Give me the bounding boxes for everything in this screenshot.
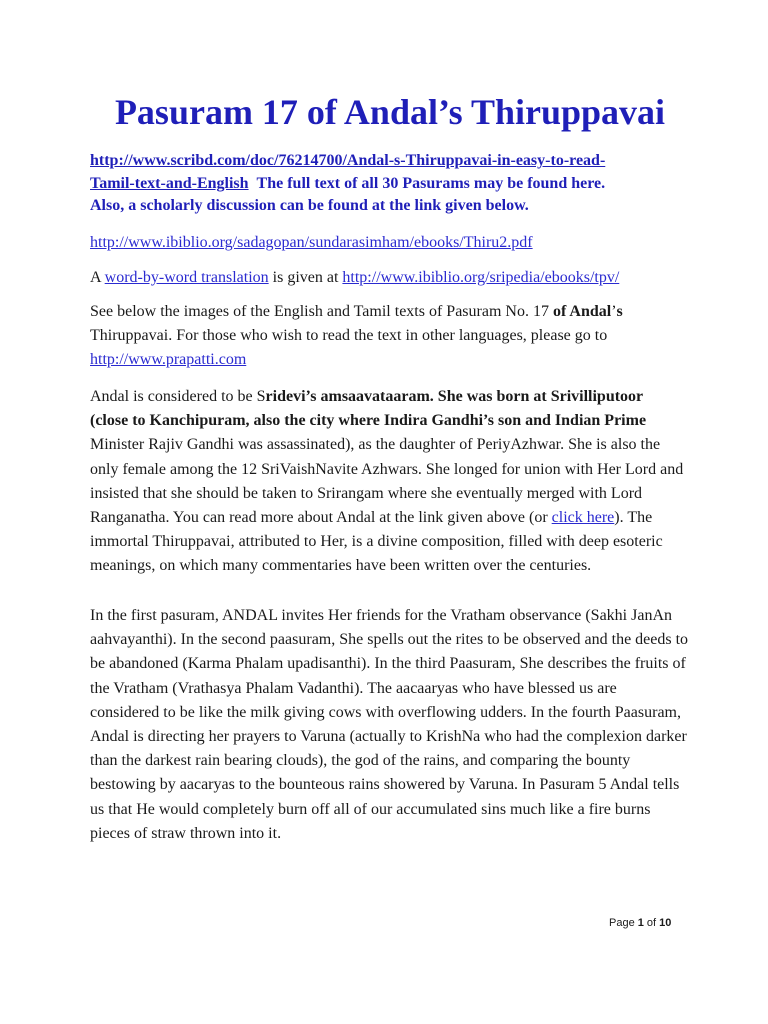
intro-paragraph bbox=[90, 150, 690, 218]
click-here-link[interactable]: click here bbox=[551, 509, 615, 527]
first-pasuram-paragraph: In the first pasuram, ANDAL invites Her friends for the Vratham observance (Sakhi JanAn aahvayanthi). In the second paasuram, She spells out the rites to be observed and the deeds to be abandoned (Karma Phalam upadisanthi). In the third Paasuram, She describes the fruits of the Vratham (Vrathasya Phalam Vadanthi). The aacaaryas who have blessed us are considered to be like the milk giving cows with overflowing udders. In the fourth Paasuram, Andal is directing her prayers to Varuna (actually to KrishNa who had the complexion darker than the darkest rain bearing clouds), the god of the rains, and comparing the bounty bestowing by aacaryas to the bounteous rains showered by Varuna. In Pasuram 5 Andal tells us that He would completely burn off all of our accumulated sins much like a fire burns pieces of straw thrown into it. bbox=[90, 607, 689, 842]
page-number-footer: Page 1 of 10 bbox=[609, 917, 672, 929]
andal-paragraph: Andal is considered to be Sridevi’s amsaavataaram. She was born at Srivilliputoor (close to Kanchipuram, also the city where Indira Gandhi’s son and Indian Prime Minister Rajiv Gandhi was assassinated), as the daughter of PeriyAzhwar. She is also the only female among the 12 SriVaishNavite Azhwars. She longed for union with Her Lord and insisted that she should be taken to Srirangam where she eventually merged with Lord Ranganatha. You can read more about Andal at the link given above (or click here). The immortal Thiruppavai, attributed to Her, is a divine composition, filled with deep esoteric meanings, on which many commentaries have been written over the centuries. bbox=[90, 388, 684, 575]
scribd-link[interactable]: http://www.scribd.com/doc/76214700/Andal-s-Thiruppavai-in-easy-to-read- Tamil-text-and-English bbox=[90, 152, 606, 192]
ibiblio-pdf-link[interactable]: http://www.ibiblio.org/sadagopan/sundarasimham/ebooks/Thiru2.pdf bbox=[90, 234, 533, 251]
ibiblio-pdf-paragraph bbox=[90, 231, 690, 255]
see-below-paragraph: See below the images of the English and Tamil texts of Pasuram No. 17 of Andal’s Thiruppavai. For those who wish to read the text in other languages, please go to http://www.prapatti.com bbox=[90, 303, 623, 369]
sripedia-tpv-link[interactable]: http://www.ibiblio.org/sripedia/ebooks/tpv/ bbox=[342, 269, 620, 286]
prapatti-link[interactable]: http://www.prapatti.com bbox=[90, 351, 247, 369]
intro-text-b: Also, a scholarly discussion can be found at the link given below. bbox=[90, 197, 529, 214]
word-by-word-translation-link[interactable]: word-by-word translation bbox=[104, 269, 269, 286]
page-title: Pasuram 17 of Andal’s Thiruppavai bbox=[114, 92, 666, 132]
translation-paragraph: A word-by-word translation is given at http://www.ibiblio.org/sripedia/ebooks/tpv/ bbox=[90, 269, 620, 286]
intro-text-a: The full text of all 30 Pasurams may be found here. bbox=[256, 174, 606, 192]
